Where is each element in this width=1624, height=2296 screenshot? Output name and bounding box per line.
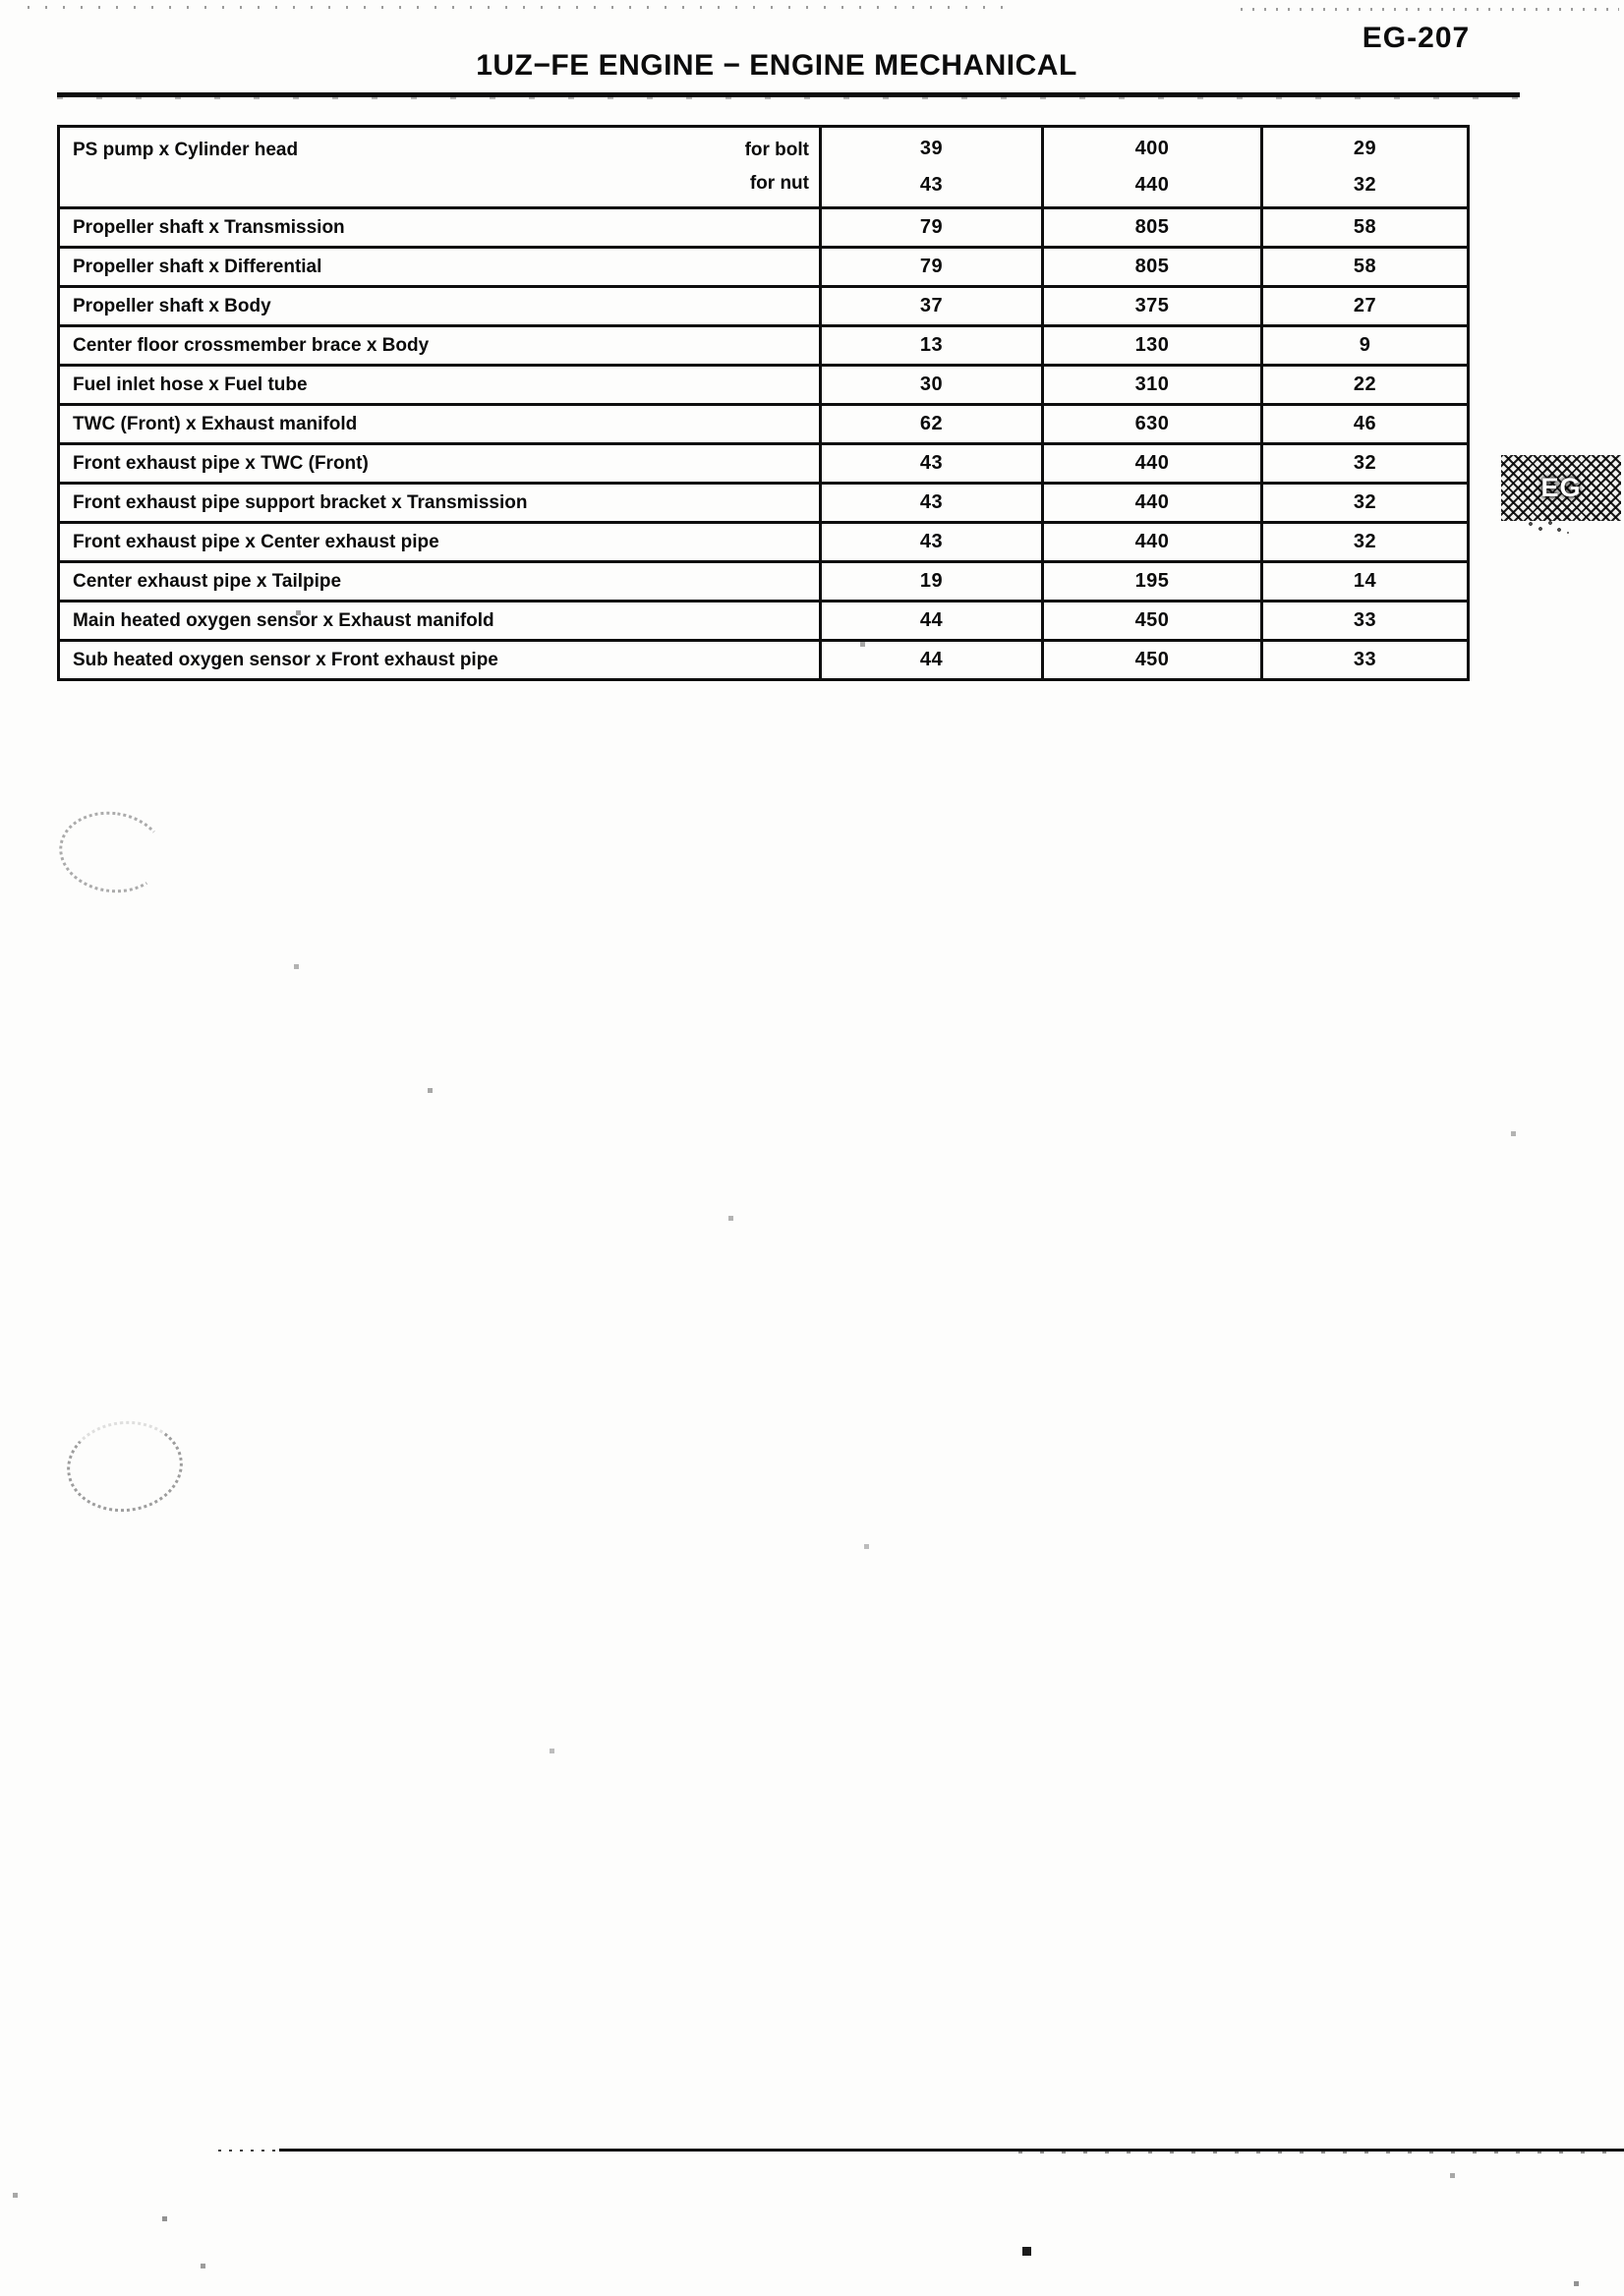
torque-value: 22 bbox=[1262, 366, 1469, 405]
torque-value: 43 bbox=[821, 523, 1043, 562]
torque-value: 27 bbox=[1262, 287, 1469, 326]
scan-specks bbox=[0, 0, 3, 3]
torque-value: 14 bbox=[1262, 562, 1469, 602]
row-label: Center floor crossmember brace x Body bbox=[59, 326, 821, 366]
row-condition: for nut bbox=[749, 173, 809, 194]
scan-artifact-line-dots bbox=[218, 2150, 279, 2152]
torque-value: 44 bbox=[821, 602, 1043, 641]
header-rule bbox=[57, 92, 1520, 97]
punch-hole-mark-top bbox=[54, 805, 170, 899]
table-row bbox=[59, 287, 1469, 326]
torque-value: 62 bbox=[821, 405, 1043, 444]
torque-value: 195 bbox=[1043, 562, 1262, 602]
table-row bbox=[59, 366, 1469, 405]
page-number: EG-207 bbox=[1362, 22, 1471, 54]
row-label: Propeller shaft x Transmission bbox=[59, 208, 821, 248]
torque-value: 9 bbox=[1262, 326, 1469, 366]
row-label: Front exhaust pipe x TWC (Front) bbox=[59, 444, 821, 484]
torque-value: 32 bbox=[1353, 174, 1377, 196]
torque-value: 32 bbox=[1262, 484, 1469, 523]
torque-value: 33 bbox=[1262, 602, 1469, 641]
row-label: Propeller shaft x Differential bbox=[59, 248, 821, 287]
row-label: Front exhaust pipe x Center exhaust pipe bbox=[59, 523, 821, 562]
torque-value: 43 bbox=[821, 444, 1043, 484]
torque-value: 375 bbox=[1043, 287, 1262, 326]
table-row bbox=[59, 523, 1469, 562]
torque-spec-table bbox=[57, 125, 1470, 681]
torque-value: 400 bbox=[1134, 138, 1170, 159]
row-label: Center exhaust pipe x Tailpipe bbox=[59, 562, 821, 602]
table-row bbox=[59, 326, 1469, 366]
torque-value: 44 bbox=[821, 641, 1043, 680]
row-condition: for bolt bbox=[744, 140, 809, 160]
torque-value: 43 bbox=[821, 484, 1043, 523]
table-row bbox=[59, 641, 1469, 680]
row-label: Fuel inlet hose x Fuel tube bbox=[59, 366, 821, 405]
torque-value: 440 bbox=[1043, 523, 1262, 562]
torque-value: 79 bbox=[821, 248, 1043, 287]
row-label: PS pump x Cylinder head bbox=[73, 140, 299, 160]
scan-artifact-line bbox=[279, 2149, 1624, 2152]
torque-value: 630 bbox=[1043, 405, 1262, 444]
table-row bbox=[59, 405, 1469, 444]
table-row bbox=[59, 444, 1469, 484]
torque-value: 19 bbox=[821, 562, 1043, 602]
torque-value: 450 bbox=[1043, 602, 1262, 641]
row-label: Main heated oxygen sensor x Exhaust manifold bbox=[59, 602, 821, 641]
torque-value: 32 bbox=[1262, 444, 1469, 484]
torque-value: 440 bbox=[1134, 174, 1170, 196]
torque-value: 805 bbox=[1043, 248, 1262, 287]
torque-value: 43 bbox=[919, 174, 944, 196]
table-row bbox=[59, 208, 1469, 248]
torque-value: 805 bbox=[1043, 208, 1262, 248]
punch-hole-mark-bottom bbox=[63, 1415, 188, 1518]
row-label: Propeller shaft x Body bbox=[59, 287, 821, 326]
row-label: Front exhaust pipe support bracket x Transmission bbox=[59, 484, 821, 523]
torque-value: 440 bbox=[1043, 444, 1262, 484]
row-label: TWC (Front) x Exhaust manifold bbox=[59, 405, 821, 444]
torque-value: 30 bbox=[821, 366, 1043, 405]
table-row bbox=[59, 127, 1469, 208]
torque-value: 58 bbox=[1262, 208, 1469, 248]
torque-value: 58 bbox=[1262, 248, 1469, 287]
torque-value: 13 bbox=[821, 326, 1043, 366]
torque-value: 46 bbox=[1262, 405, 1469, 444]
scan-speckle bbox=[1527, 520, 1572, 536]
scan-noise-top-right bbox=[1241, 8, 1619, 11]
torque-value: 310 bbox=[1043, 366, 1262, 405]
torque-value: 32 bbox=[1262, 523, 1469, 562]
row-label: Sub heated oxygen sensor x Front exhaust pipe bbox=[59, 641, 821, 680]
torque-value: 130 bbox=[1043, 326, 1262, 366]
scan-noise-top-left bbox=[28, 6, 1011, 9]
torque-value: 37 bbox=[821, 287, 1043, 326]
section-tab-eg bbox=[1501, 455, 1621, 521]
torque-value: 29 bbox=[1353, 138, 1377, 159]
torque-value: 450 bbox=[1043, 641, 1262, 680]
table-row bbox=[59, 248, 1469, 287]
torque-value: 39 bbox=[919, 138, 944, 159]
table-row bbox=[59, 484, 1469, 523]
torque-value: 79 bbox=[821, 208, 1043, 248]
torque-value: 440 bbox=[1043, 484, 1262, 523]
table-row bbox=[59, 562, 1469, 602]
table-row bbox=[59, 602, 1469, 641]
section-tab-label: EG bbox=[1540, 473, 1582, 502]
torque-value: 33 bbox=[1262, 641, 1469, 680]
page-title: 1UZ−FE ENGINE − ENGINE MECHANICAL bbox=[476, 49, 1077, 82]
